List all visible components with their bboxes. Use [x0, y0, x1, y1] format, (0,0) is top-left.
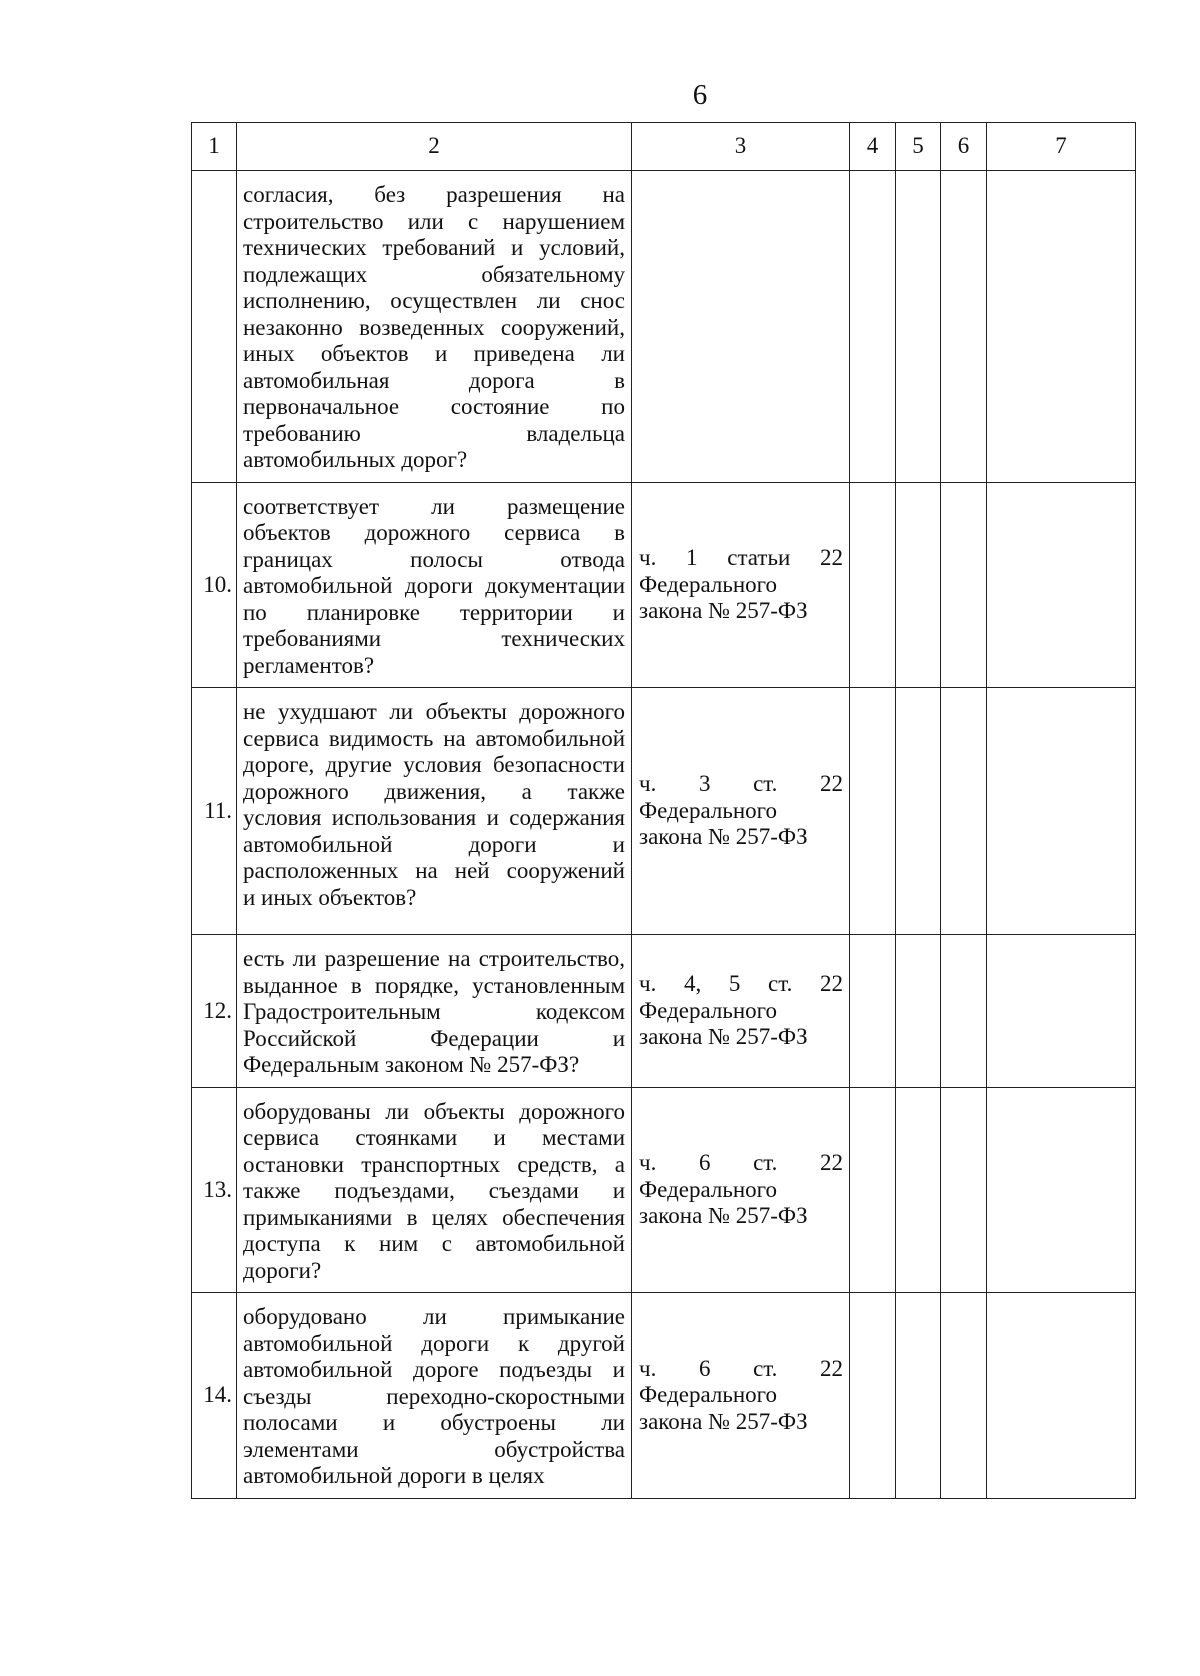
question-cell [237, 688, 632, 935]
empty-cell [850, 688, 896, 935]
empty-cell [987, 482, 1136, 688]
question-line: автомобильная дорога в [243, 367, 625, 393]
question-line: элементами обустройства [243, 1436, 625, 1462]
empty-cell [987, 935, 1136, 1088]
question-line: первоначальное состояние по [243, 394, 625, 419]
question-line: автомобильной дороги к другой [243, 1330, 625, 1356]
law-reference-cell [632, 688, 850, 935]
empty-cell [896, 935, 941, 1088]
empty-cell [941, 935, 987, 1088]
law-reference-line: ч. 3 ст. 22 [639, 771, 843, 797]
table-row [192, 171, 1136, 483]
header-row [192, 123, 1136, 171]
question-line: автомобильной дороги в целях [243, 1463, 545, 1488]
question-line: границах полосы отвода [243, 546, 625, 572]
empty-cell [896, 1293, 941, 1499]
question-line: расположенных на ней сооружений [243, 858, 625, 883]
question-line: дороге, другие условия безопасности [243, 752, 625, 777]
question-line: согласия, без разрешения на [243, 182, 625, 207]
empty-cell [896, 482, 941, 688]
question-line: соответствует ли размещение [243, 493, 625, 519]
question-line: технических требований и условий, [243, 235, 625, 260]
question-line: также подъездами, съездами и [243, 1178, 625, 1203]
question-line: автомобильных дорог? [243, 447, 468, 472]
empty-cell [987, 688, 1136, 935]
empty-cell [987, 171, 1136, 483]
row-number: 13. [192, 1087, 237, 1293]
law-reference-cell [632, 935, 850, 1088]
question-line: подлежащих обязательному [243, 261, 625, 287]
question-cell [237, 482, 632, 688]
question-line: автомобильной дороге подъезды и [243, 1357, 625, 1382]
law-reference-cell [632, 171, 850, 483]
law-reference-line: закона № 257-ФЗ [639, 1408, 808, 1434]
question-cell [237, 1087, 632, 1293]
row-number: 10. [192, 482, 237, 688]
question-line: доступа к ним с автомобильной [243, 1231, 625, 1256]
question-line: условия использования и содержания [243, 805, 625, 830]
question-line: требованию владельца [243, 420, 625, 446]
empty-cell [850, 935, 896, 1088]
question-line: автомобильной дороги документации [243, 573, 625, 598]
question-line: строительство или с нарушением [243, 208, 625, 234]
table-row [192, 1293, 1136, 1499]
question-line: объектов дорожного сервиса в [243, 520, 625, 545]
question-line: остановки транспортных средств, а [243, 1151, 625, 1177]
question-line: дорожного движения, а также [243, 778, 625, 804]
question-line: съезды переходно-скоростными [243, 1383, 625, 1409]
table-row [192, 1087, 1136, 1293]
question-line: сервиса стоянками и местами [243, 1125, 625, 1150]
column-header: 1 [192, 123, 237, 171]
empty-cell [987, 1293, 1136, 1499]
column-header: 2 [237, 123, 632, 171]
column-header: 3 [632, 123, 850, 171]
empty-cell [850, 1087, 896, 1293]
empty-cell [850, 482, 896, 688]
question-line: автомобильной дороги и [243, 831, 625, 857]
question-line: полосами и обустроены ли [243, 1410, 625, 1435]
question-line: Градостроительным кодексом [243, 999, 625, 1024]
empty-cell [850, 1293, 896, 1499]
row-number: 14. [192, 1293, 237, 1499]
empty-cell [941, 1293, 987, 1499]
question-line: Российской Федерации и [243, 1025, 625, 1051]
question-line: требованиями технических [243, 626, 625, 651]
question-line: сервиса видимость на автомобильной [243, 725, 625, 751]
law-reference-line: закона № 257-ФЗ [639, 598, 808, 623]
question-line: Федеральным законом № 257-ФЗ? [243, 1052, 580, 1077]
empty-cell [941, 688, 987, 935]
table-row [192, 688, 1136, 935]
law-reference-line: ч. 6 ст. 22 [639, 1150, 843, 1175]
empty-cell [896, 688, 941, 935]
table-row [192, 935, 1136, 1088]
empty-cell [941, 1087, 987, 1293]
law-reference-line: Федерального [639, 1176, 778, 1202]
law-reference-line: ч. 6 ст. 22 [639, 1355, 843, 1381]
question-line: не ухудшают ли объекты дорожного [243, 699, 625, 724]
empty-cell [987, 1087, 1136, 1293]
question-line: оборудовано ли примыкание [243, 1304, 625, 1329]
row-number: 12. [192, 935, 237, 1088]
question-line: по планировке территории и [243, 599, 625, 625]
column-header: 6 [941, 123, 987, 171]
row-number: 11. [192, 688, 237, 935]
column-header: 5 [896, 123, 941, 171]
law-reference-line: закона № 257-ФЗ [639, 824, 808, 850]
law-reference-line: ч. 4, 5 ст. 22 [639, 971, 843, 996]
question-line: есть ли разрешение на строительство, [243, 946, 625, 971]
empty-cell [896, 171, 941, 483]
law-reference-line: Федерального [639, 797, 778, 823]
question-line: оборудованы ли объекты дорожного [243, 1098, 625, 1124]
question-line: примыканиями в целях обеспечения [243, 1204, 625, 1230]
question-line: исполнению, осуществлен ли снос [243, 288, 625, 313]
question-cell [237, 171, 632, 483]
law-reference-cell [632, 1293, 850, 1499]
empty-cell [941, 482, 987, 688]
question-cell [237, 1293, 632, 1499]
law-reference-line: закона № 257-ФЗ [639, 1024, 808, 1049]
empty-cell [850, 171, 896, 483]
page-number: 6 [692, 79, 708, 111]
question-line: выданное в порядке, установленным [243, 972, 625, 998]
law-reference-line: Федерального [639, 997, 778, 1023]
empty-cell [896, 1087, 941, 1293]
question-line: регламентов? [243, 652, 375, 678]
question-line: иных объектов и приведена ли [243, 341, 625, 366]
column-header: 7 [987, 123, 1136, 171]
law-reference-cell [632, 482, 850, 688]
law-reference-line: ч. 1 статьи 22 [639, 545, 843, 570]
law-reference-line: Федерального [639, 571, 778, 597]
question-line: незаконно возведенных сооружений, [243, 314, 625, 340]
question-cell [237, 935, 632, 1088]
question-line: и иных объектов? [243, 884, 417, 910]
column-header: 4 [850, 123, 896, 171]
question-line: дороги? [243, 1257, 322, 1283]
table-row [192, 482, 1136, 688]
law-reference-cell [632, 1087, 850, 1293]
law-reference-line: Федерального [639, 1382, 778, 1407]
checklist-table [191, 122, 1136, 1499]
row-number [192, 171, 237, 483]
empty-cell [941, 171, 987, 483]
law-reference-line: закона № 257-ФЗ [639, 1203, 808, 1228]
